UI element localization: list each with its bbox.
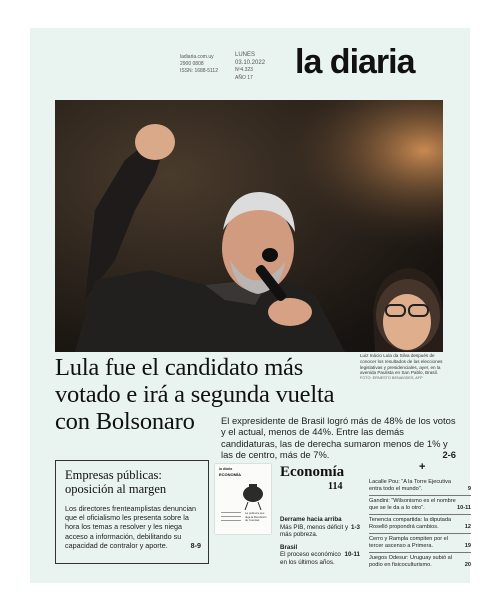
brief-text: Gandini: “Wilsonismo es el nombre que se le da a lo otro”. <box>369 498 456 511</box>
brief-item[interactable] <box>369 514 471 533</box>
economia-item-text: El proceso económico en los últimos años. <box>280 551 341 566</box>
brief-pages: 9 <box>467 486 471 492</box>
pot-illustration <box>215 464 271 534</box>
caption-text: Luiz Inácio Lula da Silva después de conocer los resultados de las elecciones legislativas y presidenciales, ayer, en la avenida Paulista en San Pablo, Brasil. <box>360 353 443 376</box>
supplement-section: ECONOMÍA <box>219 472 241 477</box>
phone-text: 2900 0808 <box>180 61 204 67</box>
brief-item[interactable] <box>369 477 471 495</box>
issue-year: AÑO 17 <box>235 74 253 81</box>
main-story-pages: 2-6 <box>442 449 456 461</box>
brief-pages: 12 <box>464 524 471 530</box>
newspaper-logo[interactable]: la diaria <box>295 43 415 81</box>
brief-pages: 19 <box>464 543 471 549</box>
plus-icon: + <box>419 461 426 473</box>
supplement-cover[interactable] <box>215 464 271 534</box>
economia-item-pages: 1-3 <box>351 523 360 531</box>
issn-text: ISSN: 1688-5112 <box>180 68 218 74</box>
economia-items <box>280 516 360 572</box>
brief-pages: 20 <box>464 562 471 568</box>
box-story-body <box>65 504 201 550</box>
brief-text: Juegos Odesur: Uruguay subió al podio en fisicoculturismo. <box>369 555 453 568</box>
box-story-pages: 8-9 <box>190 540 201 550</box>
economia-item-heading: Derrame hacia arriba <box>280 516 342 523</box>
supplement-brand: la diaria <box>219 467 233 471</box>
issue-date: 03.10.2022 <box>235 59 266 66</box>
deck-text: El expresidente de Brasil logró más de 48% de los votos y el actual, menos de 44%. Entre las demás candidaturas, las de derecha sumaron menos de 1% y las de centro, más de 7%. <box>221 415 456 461</box>
box-story-title: Empresas públicas: oposición al margen <box>65 468 167 496</box>
issue-day: LUNES <box>235 52 256 58</box>
box-story-text: Los directores frenteamplistas denuncian que el oficialismo les presenta sobre la hora los temas a resolver y les niega acceso a información, debilitando su capacidad de contralor y aporte. <box>65 504 197 550</box>
lula-photo-illustration <box>55 100 443 352</box>
briefs-list <box>369 477 471 571</box>
brief-text: Cerro y Rampla compiten por el tercer ascenso a Primera. <box>369 536 448 549</box>
brief-text: Tenencia compartida: la diputada Roselló propondrá cambios. <box>369 517 452 530</box>
main-headline[interactable]: Lula fue el candidato más votado e irá a segunda vuelta con Bolsonaro <box>55 354 335 435</box>
economia-header[interactable] <box>280 464 352 492</box>
economia-item-text: Más PIB, menos déficit y más pobreza. <box>280 523 349 539</box>
economia-item-pages: 10-11 <box>344 551 360 559</box>
economia-title: Economía <box>280 464 345 480</box>
brief-pages: 10-11 <box>457 505 471 511</box>
brief-item[interactable] <box>369 552 471 571</box>
front-page <box>30 28 470 583</box>
economia-item[interactable] <box>280 516 360 539</box>
main-deck <box>221 415 456 461</box>
brief-text: Lacalle Pou: “A la Torre Ejecutiva entra todo el mundo”. <box>369 479 451 492</box>
photo-caption <box>360 353 452 382</box>
issue-number: Nº4.323 <box>235 67 253 73</box>
masthead-issue-info <box>235 52 265 82</box>
website-text[interactable]: ladiaria.com.uy <box>180 54 214 60</box>
brief-item[interactable] <box>369 495 471 514</box>
masthead-contact <box>180 54 218 75</box>
economia-item-heading: Brasil <box>280 543 298 551</box>
economia-item[interactable] <box>280 544 360 567</box>
lead-photo[interactable] <box>55 100 443 352</box>
brief-item[interactable] <box>369 533 471 552</box>
photo-credit: FOTO: ERNESTO BENAVIDES, AFP <box>360 376 423 381</box>
economia-number: 114 <box>328 481 343 492</box>
supplement-cover-text: La pobreza que deja la Rendición de Cuentas <box>245 511 267 522</box>
public-companies-box[interactable] <box>55 460 209 564</box>
